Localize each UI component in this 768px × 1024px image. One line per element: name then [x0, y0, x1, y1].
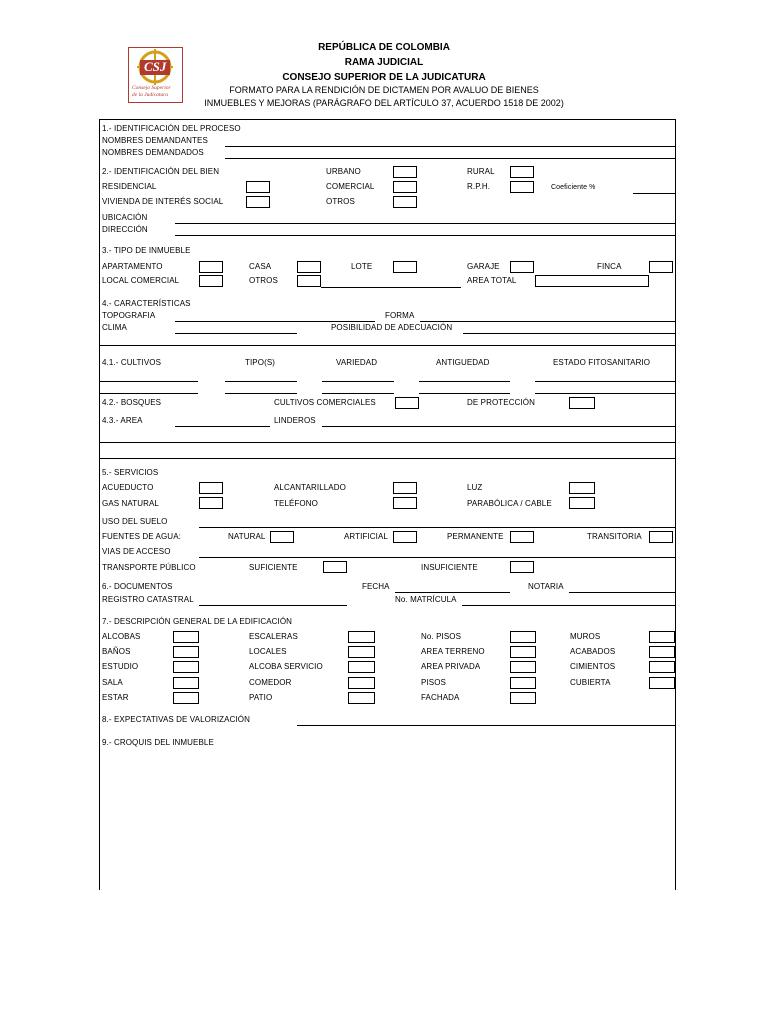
label-luz: LUZ — [467, 483, 483, 492]
label-registro-catastral: REGISTRO CATASTRAL — [102, 595, 194, 604]
field-registro-catastral[interactable] — [199, 605, 347, 606]
label-locales: LOCALES — [249, 647, 287, 656]
logo-text: CSJ — [144, 59, 167, 74]
label-coeficiente: Coeficiente % — [551, 184, 596, 191]
label-area-total: AREA TOTAL — [467, 276, 517, 285]
label-estudio: ESTUDIO — [102, 662, 139, 671]
field-notaria[interactable] — [569, 592, 675, 593]
section-4-title: 4.- CARACTERÍSTICAS — [102, 299, 191, 308]
label-apartamento: APARTAMENTO — [102, 262, 163, 271]
label-sala: SALA — [102, 678, 123, 687]
field-clima[interactable] — [175, 333, 297, 334]
field-forma[interactable] — [420, 321, 675, 322]
checkbox-otros-tipo[interactable] — [297, 275, 321, 287]
checkbox-casa[interactable] — [297, 261, 321, 273]
label-urbano: URBANO — [326, 167, 361, 176]
label-escaleras: ESCALERAS — [249, 632, 298, 641]
label-patio: PATIO — [249, 693, 273, 702]
label-pisos: PISOS — [421, 678, 446, 687]
checkbox-otros-bien[interactable] — [393, 196, 417, 208]
checkbox-rural[interactable] — [510, 166, 534, 178]
checkbox-finca[interactable] — [649, 261, 673, 273]
field-coeficiente[interactable] — [633, 193, 675, 194]
checkbox-transitoria[interactable] — [649, 531, 673, 543]
label-cimientos: CIMIENTOS — [570, 662, 616, 671]
label-rural: RURAL — [467, 167, 495, 176]
checkbox-alcobas[interactable] — [173, 631, 199, 643]
label-muros: MUROS — [570, 632, 601, 641]
label-otros-bien: OTROS — [326, 197, 355, 206]
checkbox-alcantarillado[interactable] — [393, 482, 417, 494]
checkbox-parabolica[interactable] — [569, 497, 595, 509]
section-7-title: 7.- DESCRIPCIÓN GENERAL DE LA EDIFICACIÓN — [102, 617, 293, 626]
label-residencial: RESIDENCIAL — [102, 182, 157, 191]
checkbox-cimientos[interactable] — [649, 661, 675, 673]
label-proteccion: DE PROTECCIÓN — [467, 398, 535, 407]
section-2-title: 2.- IDENTIFICACIÓN DEL BIEN — [102, 167, 220, 176]
croquis-area[interactable] — [100, 752, 674, 890]
field-matricula[interactable] — [462, 605, 675, 606]
label-forma: FORMA — [385, 311, 415, 320]
label-gas: GAS NATURAL — [102, 499, 159, 508]
checkbox-no-pisos[interactable] — [510, 631, 536, 643]
field-area-total[interactable] — [535, 275, 649, 287]
checkbox-area-terreno[interactable] — [510, 646, 536, 658]
checkbox-banos[interactable] — [173, 646, 199, 658]
checkbox-permanente[interactable] — [510, 531, 534, 543]
label-no-pisos: No. PISOS — [421, 632, 462, 641]
checkbox-cubierta[interactable] — [649, 677, 675, 689]
checkbox-garaje[interactable] — [510, 261, 534, 273]
header-form-subtitle: INMUEBLES Y MEJORAS (PARÁGRAFO DEL ARTÍCULO 37, ACUERDO 1518 DE 2002) — [204, 98, 564, 108]
label-comedor: COMEDOR — [249, 678, 292, 687]
label-matricula: No. MATRÍCULA — [395, 595, 457, 604]
label-casa: CASA — [249, 262, 272, 271]
field-vias-acceso[interactable] — [199, 557, 675, 558]
label-estado-fitosanitario: ESTADO FITOSANITARIO — [553, 358, 651, 367]
label-posibilidad: POSIBILIDAD DE ADECUACIÓN — [331, 323, 453, 332]
label-direccion: DIRECCIÓN — [102, 225, 148, 234]
label-fuentes-agua: FUENTES DE AGUA: — [102, 532, 181, 541]
label-topografia: TOPOGRAFIA — [102, 311, 156, 320]
checkbox-comedor[interactable] — [348, 677, 375, 689]
field-linderos-3[interactable] — [99, 458, 675, 459]
label-cultivos: 4.1.- CULTIVOS — [102, 358, 162, 367]
checkbox-natural[interactable] — [270, 531, 294, 543]
label-fecha: FECHA — [362, 582, 390, 591]
checkbox-acueducto[interactable] — [199, 482, 223, 494]
section-5-title: 5.- SERVICIOS — [102, 468, 159, 477]
label-lote: LOTE — [351, 262, 373, 271]
checkbox-pisos[interactable] — [510, 677, 536, 689]
field-antiguedad-1[interactable] — [419, 381, 510, 382]
label-otros-tipo: OTROS — [249, 276, 278, 285]
field-estado-2[interactable] — [535, 393, 675, 394]
checkbox-telefono[interactable] — [393, 497, 417, 509]
checkbox-luz[interactable] — [569, 482, 595, 494]
checkbox-escaleras[interactable] — [348, 631, 375, 643]
label-alcobas: ALCOBAS — [102, 632, 141, 641]
label-artificial: ARTIFICIAL — [344, 532, 388, 541]
label-estar: ESTAR — [102, 693, 129, 702]
checkbox-alcoba-servicio[interactable] — [348, 661, 375, 673]
field-cultivo-1[interactable] — [99, 381, 198, 382]
label-alcantarillado: ALCANTARILLADO — [274, 483, 346, 492]
label-transitoria: TRANSITORIA — [587, 532, 642, 541]
field-ubicacion[interactable] — [175, 223, 675, 224]
label-vias-acceso: VIAS DE ACCESO — [102, 547, 171, 556]
field-antiguedad-2[interactable] — [419, 393, 510, 394]
field-variedad-2[interactable] — [322, 393, 394, 394]
section-1-title: 1.- IDENTIFICACIÓN DEL PROCESO — [102, 124, 241, 133]
header-council: CONSEJO SUPERIOR DE LA JUDICATURA — [282, 72, 486, 83]
label-telefono: TELÉFONO — [274, 499, 318, 508]
field-linderos[interactable] — [322, 426, 675, 427]
label-finca: FINCA — [597, 262, 622, 271]
checkbox-muros[interactable] — [649, 631, 675, 643]
header-form-title: FORMATO PARA LA RENDICIÓN DE DICTAMEN POR AVALUO DE BIENES — [229, 85, 539, 95]
checkbox-rph[interactable] — [510, 181, 534, 193]
label-demandados: NOMBRES DEMANDADOS — [102, 148, 204, 157]
field-uso-suelo[interactable] — [199, 527, 675, 528]
field-linderos-2[interactable] — [99, 442, 675, 443]
label-demandantes: NOMBRES DEMANDANTES — [102, 136, 208, 145]
label-antiguedad: ANTIGUEDAD — [436, 358, 490, 367]
label-banos: BAÑOS — [102, 647, 131, 656]
field-demandados[interactable] — [225, 158, 675, 159]
label-uso-suelo: USO DEL SUELO — [102, 517, 168, 526]
field-tipo-1[interactable] — [225, 381, 297, 382]
checkbox-artificial[interactable] — [393, 531, 417, 543]
label-insuficiente: INSUFICIENTE — [421, 563, 478, 572]
label-fachada: FACHADA — [421, 693, 460, 702]
checkbox-residencial[interactable] — [246, 181, 270, 193]
label-variedad: VARIEDAD — [336, 358, 378, 367]
checkbox-sala[interactable] — [173, 677, 199, 689]
logo-caption-1: Consejo Superior — [132, 85, 171, 91]
field-tipo-2[interactable] — [225, 393, 297, 394]
label-acueducto: ACUEDUCTO — [102, 483, 154, 492]
section-8-title: 8.- EXPECTATIVAS DE VALORIZACIÓN — [102, 715, 250, 724]
section-6-title: 6.- DOCUMENTOS — [102, 582, 173, 591]
checkbox-apartamento[interactable] — [199, 261, 223, 273]
label-vivienda: VIVIENDA DE INTERÉS SOCIAL — [102, 197, 224, 206]
checkbox-comercial[interactable] — [393, 181, 417, 193]
checkbox-cultivos-comerciales[interactable] — [395, 397, 419, 409]
field-fecha[interactable] — [395, 592, 510, 593]
label-cultivos-comerciales: CULTIVOS COMERCIALES — [274, 398, 376, 407]
checkbox-estar[interactable] — [173, 692, 199, 704]
field-direccion[interactable] — [175, 235, 675, 236]
checkbox-local-comercial[interactable] — [199, 275, 223, 287]
field-expectativas[interactable] — [297, 725, 675, 726]
field-posibilidad[interactable] — [463, 333, 675, 334]
field-topografia[interactable] — [175, 321, 375, 322]
field-cultivo-2[interactable] — [99, 393, 198, 394]
label-clima: CLIMA — [102, 323, 127, 332]
field-variedad-1[interactable] — [322, 381, 394, 382]
label-permanente: PERMANENTE — [447, 532, 504, 541]
checkbox-vivienda[interactable] — [246, 196, 270, 208]
field-estado-1[interactable] — [535, 381, 675, 382]
header-country: REPÚBLICA DE COLOMBIA — [318, 42, 450, 53]
label-garaje: GARAJE — [467, 262, 500, 271]
field-demandantes[interactable] — [225, 146, 675, 147]
label-natural: NATURAL — [228, 532, 266, 541]
label-linderos: LINDEROS — [274, 416, 316, 425]
checkbox-urbano[interactable] — [393, 166, 417, 178]
label-rph: R.P.H. — [467, 182, 491, 191]
header-branch: RAMA JUDICIAL — [344, 57, 424, 68]
field-otros-tipo[interactable] — [321, 287, 461, 288]
label-area-terreno: AREA TERRENO — [421, 647, 485, 656]
label-area-privada: AREA PRIVADA — [421, 662, 481, 671]
label-area-43: 4.3.- AREA — [102, 416, 143, 425]
checkbox-estudio[interactable] — [173, 661, 199, 673]
field-caracteristicas-extra[interactable] — [99, 345, 675, 346]
label-local-comercial: LOCAL COMERCIAL — [102, 276, 180, 285]
label-acabados: ACABADOS — [570, 647, 616, 656]
checkbox-fachada[interactable] — [510, 692, 536, 704]
checkbox-acabados[interactable] — [649, 646, 675, 658]
checkbox-proteccion[interactable] — [569, 397, 595, 409]
label-notaria: NOTARIA — [528, 582, 564, 591]
checkbox-area-privada[interactable] — [510, 661, 536, 673]
label-parabolica: PARABÓLICA / CABLE — [467, 499, 552, 508]
section-3-title: 3.- TIPO DE INMUEBLE — [102, 246, 191, 255]
label-cubierta: CUBIERTA — [570, 678, 611, 687]
checkbox-insuficiente[interactable] — [510, 561, 534, 573]
checkbox-gas[interactable] — [199, 497, 223, 509]
label-alcoba-servicio: ALCOBA SERVICIO — [249, 662, 323, 671]
checkbox-patio[interactable] — [348, 692, 375, 704]
checkbox-lote[interactable] — [393, 261, 417, 273]
section-9-title: 9.- CROQUIS DEL INMUEBLE — [102, 738, 214, 747]
checkbox-suficiente[interactable] — [323, 561, 347, 573]
field-area-43[interactable] — [175, 426, 270, 427]
label-comercial: COMERCIAL — [326, 182, 375, 191]
label-bosques: 4.2.- BOSQUES — [102, 398, 162, 407]
checkbox-locales[interactable] — [348, 646, 375, 658]
label-tipos: TIPO(S) — [245, 358, 276, 367]
logo-caption-2: de la Judicatura — [132, 92, 169, 98]
label-transporte: TRANSPORTE PÚBLICO — [102, 563, 196, 572]
label-suficiente: SUFICIENTE — [249, 563, 298, 572]
label-ubicacion: UBICACIÓN — [102, 213, 148, 222]
